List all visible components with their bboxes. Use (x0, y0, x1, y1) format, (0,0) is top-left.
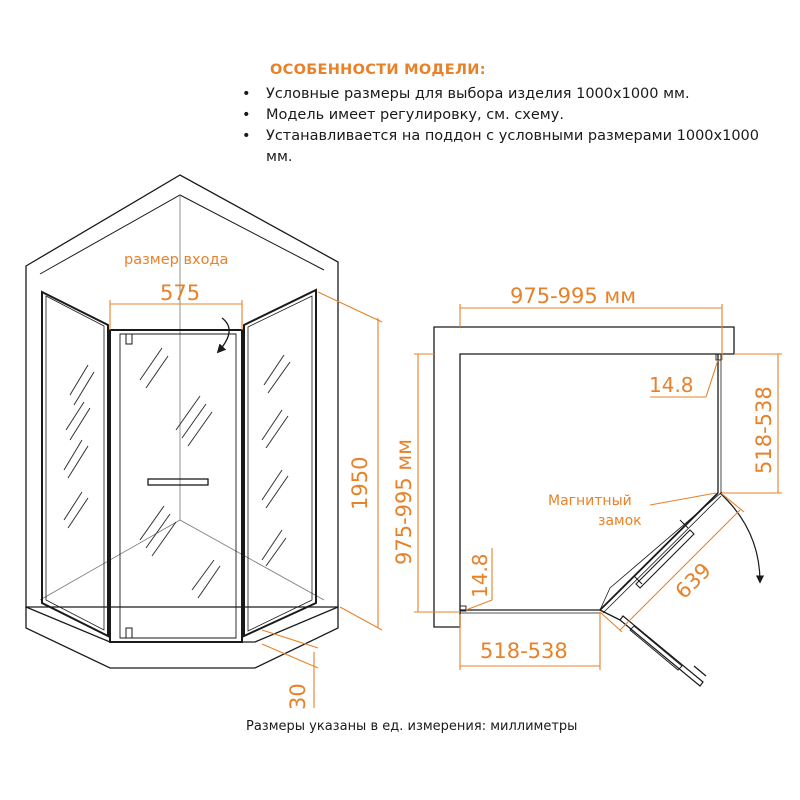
feature-item: • Модель имеет регулировку, см. схему. (240, 105, 780, 126)
left-glass-panel (42, 292, 108, 636)
plan-offset-left-label: 14.8 (468, 553, 492, 598)
footnote: Размеры указаны в ед. измерения: миллиметры (246, 719, 578, 734)
shower-tray (26, 607, 338, 668)
door-handle (148, 479, 208, 485)
plan-dimensions (414, 304, 782, 670)
height-label: 1950 (348, 456, 372, 510)
glass-reflections (64, 348, 290, 598)
plan-bottom-segment-label: 518-538 (480, 639, 568, 663)
entrance-width-label: 575 (160, 281, 201, 305)
door-width-label: 639 (670, 558, 716, 604)
tray-height-label: 30 (286, 683, 310, 710)
hinge-top (126, 334, 132, 344)
plan-right-segment-label: 518-538 (752, 386, 776, 474)
plan-side-depth-label: 975-995 мм (392, 438, 416, 565)
magnet-label-line1: Магнитный (548, 493, 632, 509)
hinge-bottom (126, 628, 132, 638)
plan-top-width-label: 975-995 мм (510, 284, 637, 308)
feature-item: • Устанавливается на поддон с условными размерами 1000х1000 мм. (240, 126, 780, 168)
feature-item: • Условные размеры для выбора изделия 1000х1000 мм. (240, 84, 780, 105)
right-glass-panel (244, 290, 316, 636)
magnet-label-line2: замок (598, 513, 642, 529)
entrance-label: размер входа (124, 252, 229, 268)
door-panel (110, 330, 242, 642)
plan-offset-right-label: 14.8 (649, 373, 694, 397)
plan-swing-arrow (720, 493, 760, 582)
features-title: ОСОБЕННОСТИ МОДЕЛИ: (270, 62, 486, 78)
door-open-position (620, 616, 703, 686)
swing-arrow (218, 318, 229, 352)
